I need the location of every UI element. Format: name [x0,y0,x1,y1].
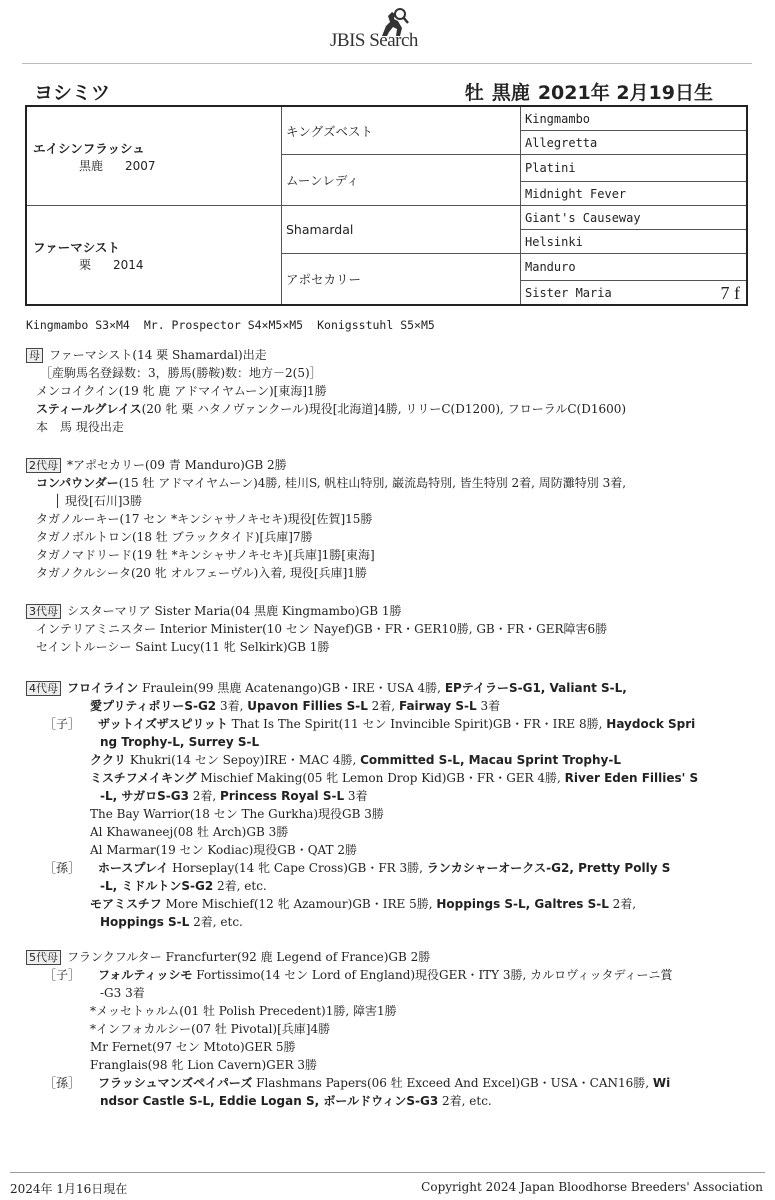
sire-name[interactable]: エイシンフラッシュ [33,140,145,156]
line-text: Flashmans Papers(06 牡 Exceed And Excel)GB・USA・CAN16勝, [252,1076,653,1090]
family-line [26,546,746,564]
horse-highlight: ザットイズザスピリット [98,717,228,731]
logo-text: JBIS Search [330,30,418,51]
family-line [26,805,746,823]
pedigree-dam-dam[interactable]: アポセカリー [282,254,521,306]
footer-date: 2024年 1月16日現在 [10,1182,128,1196]
line-text: *アポセカリー(09 青 Manduro)GB 2勝 [67,458,287,472]
inbreeding-item: Kingmambo S3×M4 [26,318,130,332]
footer-copyright: Copyright 2024 Japan Bloodhorse Breeders' Association [421,1180,763,1194]
horse-highlight: Haydock Spri [606,717,696,731]
horse-highlight: Fairway S-L [398,699,477,713]
horse-highlight: River Eden Fillies' S [564,771,699,785]
family-section [26,948,746,1110]
line-text: 本 馬 現役出走 [36,420,124,434]
horse-sex: 牡 [464,82,484,104]
family-line [26,769,746,787]
horse-highlight: Hoppings S-L [100,915,190,929]
family-line [26,474,746,492]
pedigree-sire-dam[interactable]: ムーンレディ [282,155,521,206]
sire-color: 黒鹿 [79,158,104,173]
generation-tag: 4代母 [26,681,61,696]
pedigree-sire-sire[interactable]: キングズベスト [282,106,521,155]
family-line [26,346,746,364]
horse-highlight: フラッシュマンズペイパーズ [98,1076,253,1090]
line-text: Fortissimo(14 セン Lord of England)現役GER・ITY 3勝, カルロヴィッタディーニ賞 [192,968,673,982]
line-text: 2着, etc. [438,1094,492,1108]
line-text: フランクフルター Francfurter(92 鹿 Legend of France)GB 2勝 [67,950,431,964]
family-line [26,751,746,769]
horse-highlight: ホースプレイ [98,861,169,875]
header-divider [22,63,752,64]
pedigree-table [25,105,748,306]
line-text: タガノボルトロン(18 牡 ブラックタイド)[兵庫]7勝 [36,530,313,544]
line-text: *インフォカルシー(07 牡 Pivotal)[兵庫]4勝 [90,1022,331,1036]
horse-highlight: ng Trophy-L, Surrey S-L [100,735,260,749]
generation-tag: 3代母 [26,604,61,619]
family-line [26,364,746,382]
family-line [26,859,746,877]
family-number: 7 f [720,283,740,303]
pedigree-g3[interactable]: Manduro [521,254,748,281]
family-line [26,638,746,656]
family-line [26,733,746,751]
relation-label: ［孫］ [44,861,81,875]
line-text: 2着, [367,699,399,713]
horse-highlight: 愛プリティポリーS-G2 [90,699,217,713]
sire-year: 2007 [125,158,156,173]
inbreeding-item: Konigsstuhl S5×M5 [317,318,435,332]
family-section [26,602,746,656]
family-line [26,787,746,805]
family-line [26,1056,746,1074]
horse-highlight: フォルティッシモ [98,968,193,982]
family-line [26,1038,746,1056]
line-text: 2着, [608,897,637,911]
family-line [26,456,746,474]
footer-divider [10,1172,765,1173]
family-line [26,948,746,966]
family-line [26,697,746,715]
horse-highlight: Wi [652,1076,671,1090]
line-text: Khukri(14 セン Sepoy)IRE・MAC 4勝, [126,753,361,767]
family-line [26,602,746,620]
dam-name[interactable]: ファーマシスト [33,239,120,255]
family-line [26,895,746,913]
horse-highlight: モアミスチフ [90,897,162,911]
line-text: (15 牡 アドマイヤムーン)4勝, 桂川S, 帆柱山特別, 巌流島特別, 皆生特別 2着, 周防灘特別 3着, [118,476,627,490]
family-line [26,1020,746,1038]
inbreeding-line [26,318,449,332]
relation-label: ［子］ [44,717,81,731]
pedigree-g3[interactable]: Kingmambo [521,106,748,131]
pedigree-g3[interactable]: Midnight Fever [521,182,748,206]
line-text: Fraulein(99 黒鹿 Acatenango)GB・IRE・USA 4勝, [138,681,445,695]
line-text: 2着, etc. [213,879,267,893]
family-line [26,1002,746,1020]
family-line [26,877,746,895]
pedigree-dam [26,206,282,306]
family-line [26,679,746,697]
dam-color: 栗 [79,257,92,272]
pedigree-g3[interactable]: Helsinki [521,230,748,254]
line-text: 3着, [216,699,248,713]
horse-highlight: Princess Royal S-L [220,789,345,803]
line-text: ［産駒馬名登録数：3，勝馬(勝鞍)数：地方－2(5)］ [40,366,322,380]
family-line [26,984,746,1002]
horse-highlight: -L, サガロS-G3 [100,789,189,803]
family-line [26,823,746,841]
line-text: Horseplay(14 牝 Cape Cross)GB・FR 3勝, [168,861,427,875]
line-text: *メッセトゥルム(01 牡 Polish Precedent)1勝, 障害1勝 [90,1004,397,1018]
pedigree-g3-last [521,281,748,306]
line-text: タガノルーキー(17 セン *キンシャサノキセキ)現役[佐賀]15勝 [36,512,373,526]
family-line [26,620,746,638]
line-text: -G3 3着 [100,986,145,1000]
line-text: Mischief Making(05 牝 Lemon Drop Kid)GB・FR・GER 4勝, [196,771,565,785]
horse-highlight: コンパウンダー [36,476,119,490]
horse-highlight: ndsor Castle S-L, Eddie Logan S, ボールドウィンS-G3 [100,1094,439,1108]
family-section [26,679,746,931]
line-text: │ 現役[石川]3勝 [54,494,143,508]
line-text: セイントルーシー Saint Lucy(11 牝 Selkirk)GB 1勝 [36,640,330,654]
line-text: The Bay Warrior(18 セン The Gurkha)現役GB 3勝 [90,807,384,821]
horse-color: 黒鹿 [491,82,530,104]
line-text: ファーマシスト(14 栗 Shamardal)出走 [49,348,267,362]
generation-tag: 5代母 [26,950,61,965]
horse-highlight: EPテイラーS-G1, Valiant S-L, [444,681,627,695]
line-text: 3着 [344,789,368,803]
line-text: (20 牝 栗 ハタノヴァンクール)現役[北海道]4勝, リリーC(D1200), フローラルC(D1600) [141,402,627,416]
horse-highlight: フロイライン [67,681,139,695]
line-text: Franglais(98 牝 Lion Cavern)GER 3勝 [90,1058,317,1072]
pedigree-g3[interactable]: Sister Maria [525,285,612,300]
dam-year: 2014 [113,257,144,272]
generation-tag: 母 [26,348,43,363]
pedigree-g3[interactable]: Platini [521,155,748,182]
horse-highlight: ミスチフメイキング [90,771,197,785]
horse-highlight: ククリ [90,753,127,767]
line-text: 3着 [476,699,501,713]
pedigree-sire [26,106,282,206]
line-text: シスターマリア Sister Maria(04 黒鹿 Kingmambo)GB 1勝 [67,604,402,618]
line-text: 2着, [188,789,221,803]
pedigree-g3[interactable]: Giant's Causeway [521,206,748,230]
family-line [26,1074,746,1092]
family-line [26,715,746,733]
horse-highlight: Upavon Fillies S-L [247,699,368,713]
line-text: 2着, etc. [189,915,243,929]
line-text: Al Marmar(19 セン Kodiac)現役GB・QAT 2勝 [90,843,357,857]
relation-label: ［孫］ [44,1076,81,1090]
family-line [26,418,746,436]
jbis-logo[interactable] [330,8,460,56]
relation-label: ［子］ [44,968,81,982]
line-text: メンコイクイン(19 牝 鹿 アドマイヤムーン)[東海]1勝 [36,384,327,398]
horse-birth: 2021年 2月19日生 [537,82,713,104]
pedigree-g3[interactable]: Allegretta [521,131,748,155]
line-text: インテリアミニスター Interior Minister(10 セン Nayef)GB・FR・GER10勝, GB・FR・GER障害6勝 [36,622,608,636]
line-text: More Mischief(12 牝 Azamour)GB・IRE 5勝, [161,897,437,911]
inbreeding-item: Mr. Prospector S4×M5×M5 [143,318,304,332]
family-line [26,382,746,400]
horse-highlight: -L, ミドルトンS-G2 [100,879,214,893]
horse-highlight: ランカシャーオークス-G2, Pretty Polly S [426,861,671,875]
line-text: Mr Fernet(97 セン Mtoto)GER 5勝 [90,1040,296,1054]
line-text: Al Khawaneej(08 牡 Arch)GB 3勝 [90,825,289,839]
family-line [26,528,746,546]
family-line [26,966,746,984]
horse-highlight: スティールグレイス [36,402,142,416]
line-text: タガノクルシータ(20 牝 オルフェーヴル)入着, 現役[兵庫]1勝 [36,566,367,580]
family-line [26,564,746,582]
family-line [26,1092,746,1110]
generation-tag: 2代母 [26,458,61,473]
horse-highlight: Hoppings S-L, Galtres S-L [436,897,609,911]
line-text: タガノマドリード(19 牡 *キンシャサノキセキ)[兵庫]1勝[東海] [36,548,375,562]
family-section [26,346,746,436]
family-line [26,841,746,859]
horse-highlight: Committed S-L, Macau Sprint Trophy-L [360,753,621,767]
family-section [26,456,746,582]
pedigree-dam-sire[interactable]: Shamardal [282,206,521,254]
family-line [26,913,746,931]
horse-name: ヨシミツ [34,82,111,104]
family-line [26,510,746,528]
line-text: That Is The Spirit(11 セン Invincible Spirit)GB・FR・IRE 8勝, [227,717,607,731]
family-line [26,400,746,418]
horse-info [465,78,713,105]
family-line [26,492,746,510]
